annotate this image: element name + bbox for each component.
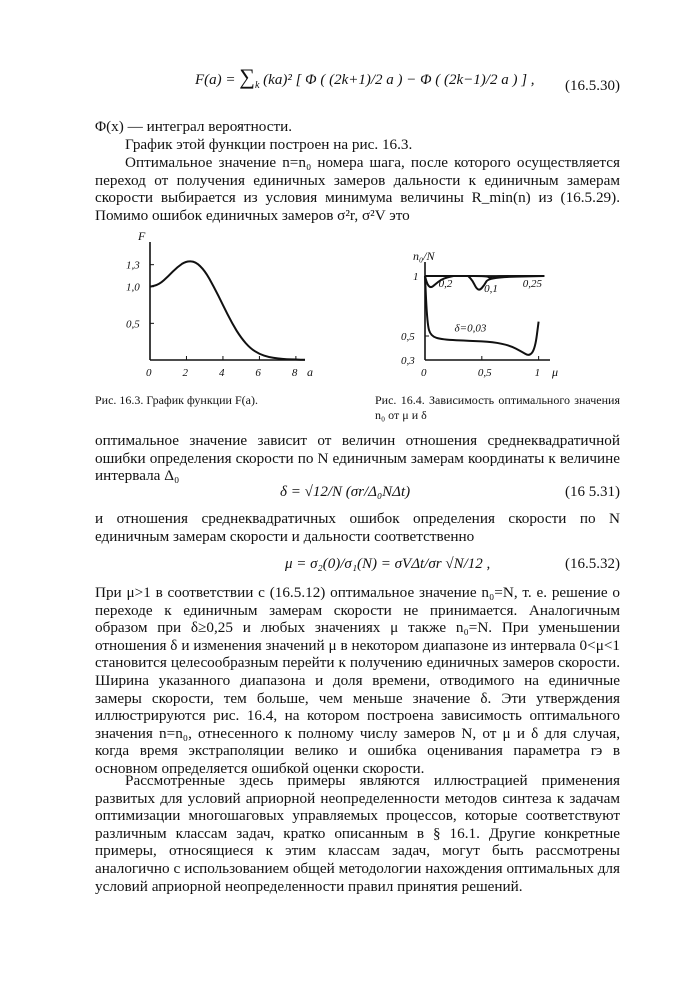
x-tick-label: 0 <box>146 367 152 379</box>
eq30-sub: k <box>254 80 260 91</box>
equation-16-5-30 <box>195 64 535 91</box>
figure-16-3-caption: Рис. 16.3. График функции F(a). <box>95 393 258 407</box>
equation-number-32: (16.5.32) <box>565 556 620 572</box>
x-tick-label: 4 <box>218 367 225 379</box>
equation-16-5-31: δ = √12/N (σr/Δ₀NΔt) <box>280 484 411 500</box>
x-tick-label: 2 <box>182 367 188 379</box>
y-axis-label: n₀/N <box>413 249 435 263</box>
equation-number-31: (16 5.31) <box>565 484 620 500</box>
y-tick-label: 0,3 <box>401 355 415 367</box>
equation-number-30: (16.5.30) <box>565 78 620 94</box>
paragraph-mu-conditions: При μ>1 в соответствии с (16.5.12) оптимальное значение n₀=N, т. е. решение о переходе к единичным замерам скорости не принимается. Аналогичным образом при δ≥0,25 и любых значениях μ также n₀=N. При уменьшении отношения δ и изменения значений μ в некотором диапазоне из интервала 0<μ<1 становится целесообразным перейти к получению единичных замеров скорости. Ширина указанного диапазона и доля времени, отводимого на единичные замеры скорости, тем больше, чем меньше значение δ. Эти утверждения иллюстрируются рис. 16.4, на котором построена зависимость оптимального значения n=n₀, отнесенного к полному числу замеров N, от μ и δ для случая, когда время экстраполяции велико и ошибка оценивания параметра rэ в основном определяется ошибкой оценки скорости. <box>95 584 620 777</box>
x-tick-label: 0 <box>421 367 427 379</box>
equation-16-5-32: μ = σ₂(0)/σ₁(N) = σVΔt/σr √N/12 , <box>285 556 491 572</box>
paragraph-conclusion: Рассмотренные здесь примеры являются иллюстрацией применения развитых для условий априорной неопределенности методов синтеза к задачам оптимизации многошаговых управляемых процессов, которые соответствуют различным классам задач, кратко описанным в § 16.1. Другие конкретные примеры, относящиеся к этим классам задач, могут быть рассмотрены аналогично с использованием общей методологии нахождения оптимальных для условий априорной неопределенности правил принятия решений. <box>95 772 620 895</box>
figure-16-4-caption: Рис. 16.4. Зависимость оптимального значения n₀ от μ и δ <box>375 393 620 422</box>
figure-16-4-chart <box>385 232 565 382</box>
x-tick-label: 1 <box>534 367 541 379</box>
paragraph-graph-reference: График этой функции построен на рис. 16.3. <box>125 136 413 153</box>
y-tick-label: 1 <box>413 271 419 283</box>
series-label-2: 0,2 <box>438 278 453 291</box>
x-tick-label: 8 <box>291 367 298 379</box>
paragraph-optimal-step: Оптимальное значение n=n₀ номера шага, после которого осуществляется переход от получения единичных замеров дальности к единичным замерам скорости выбирается из условия минимума величины R_min(n) из (16.5.29). Помимо ошибок единичных замеров σ²r, σ²V это <box>95 154 620 224</box>
x-tick-label: 6 <box>255 367 261 379</box>
y-tick-label: 1,0 <box>126 281 140 294</box>
series-label-3: δ=0,03 <box>454 322 487 335</box>
x-tick-label: 0,5 <box>477 367 492 379</box>
paragraph-speed-ratio: и отношения среднеквадратичных ошибок определения скорости по N единичным замерам скорости и дальности соответственно <box>95 510 620 545</box>
eq30-left: F(a) = <box>195 72 240 88</box>
x-axis-label: μ <box>552 365 559 379</box>
series-line-0 <box>150 261 305 359</box>
y-tick-label: 0,5 <box>126 318 140 331</box>
paragraph-phi-definition: Φ(x) — интеграл вероятности. <box>95 118 293 135</box>
y-tick-label: 0,5 <box>401 331 415 343</box>
x-axis-label: a <box>307 365 313 379</box>
eq30-sum: ∑ <box>239 64 255 89</box>
series-label-1: 0,1 <box>484 283 498 295</box>
paragraph-optimal-depends: оптимальное значение зависит от величин отношения среднеквадратичной ошибки определения скорости по N единичным замерам координаты к величине интервала Δ₀ <box>95 432 620 485</box>
figure-16-3-chart <box>120 225 320 385</box>
y-tick-label: 1,3 <box>126 259 140 272</box>
y-axis-label: F <box>138 229 146 243</box>
eq30-body: (ka)² [ Φ ( (2k+1)/2 a ) − Φ ( (2k−1)/2 a ) ] , <box>263 72 535 88</box>
series-label-0: 0,25 <box>522 278 542 291</box>
